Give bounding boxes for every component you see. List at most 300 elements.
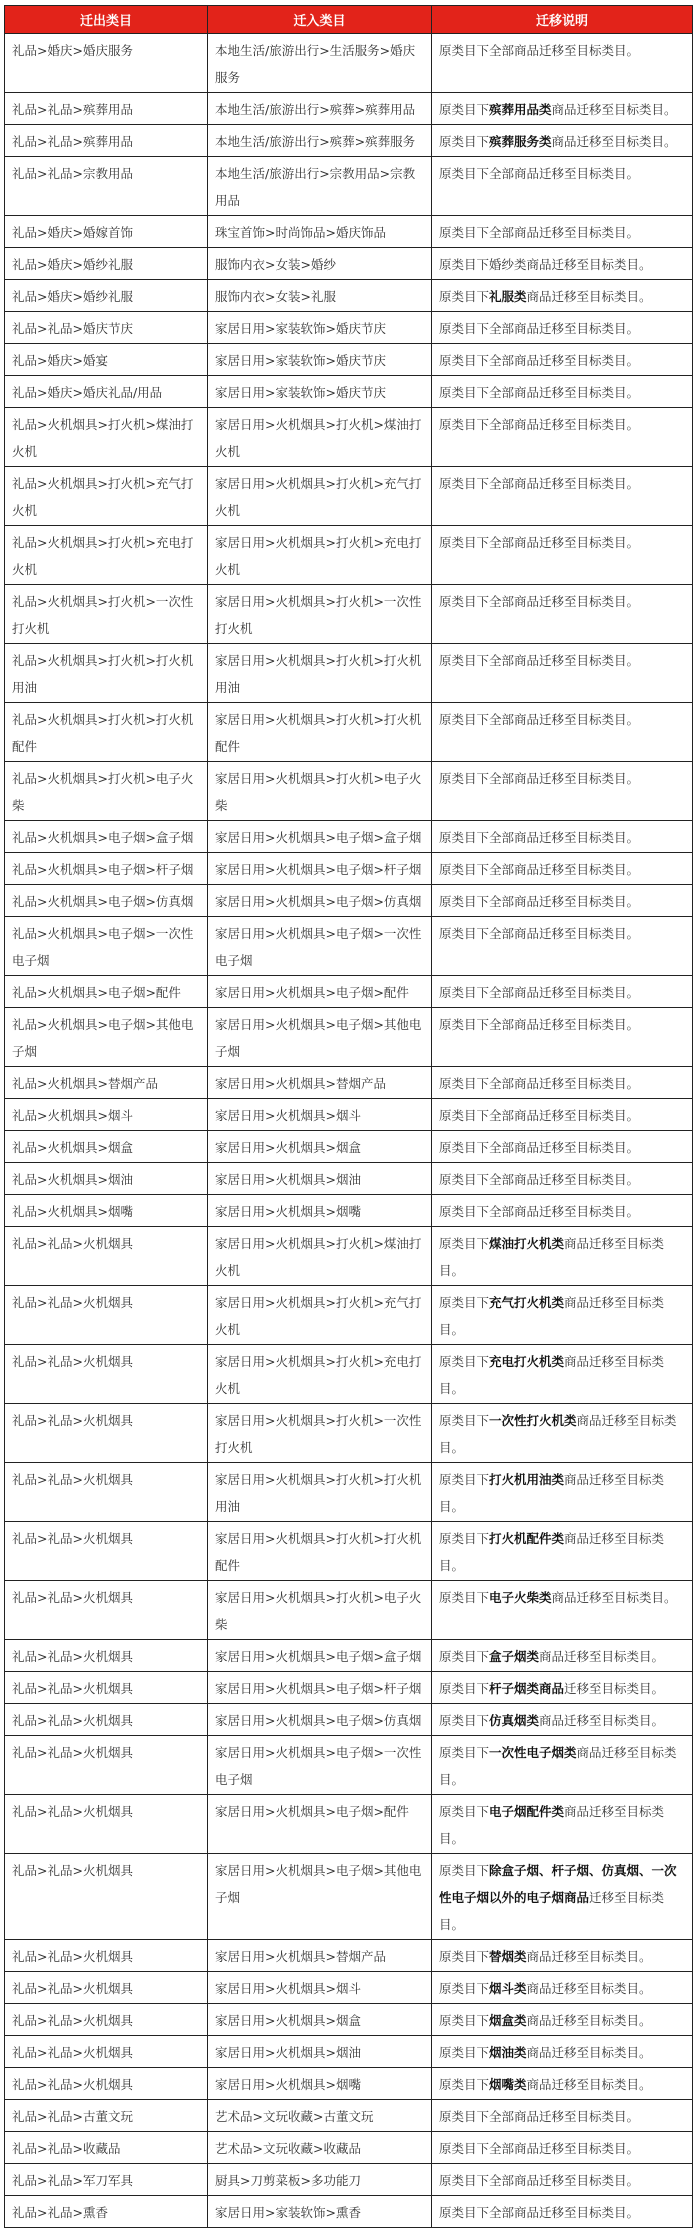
table-row xyxy=(5,1640,693,1672)
table-row xyxy=(5,125,693,157)
migration-note-cell xyxy=(432,2164,693,2196)
table-row xyxy=(5,885,693,917)
note-suffix: 全部商品迁移至目标类目。 xyxy=(489,321,640,336)
source-category-cell: 礼品>婚庆>婚纱礼服 xyxy=(5,248,208,280)
source-category-cell: 礼品>婚庆>婚纱礼服 xyxy=(5,280,208,312)
note-suffix: 商品迁移至目标类目。 xyxy=(439,1472,665,1514)
migration-note-cell xyxy=(432,467,693,526)
table-row xyxy=(5,1345,693,1404)
note-prefix: 原类目下 xyxy=(439,1413,490,1428)
migration-note-cell xyxy=(432,34,693,93)
note-prefix: 原类目下 xyxy=(439,1949,490,1964)
target-category-cell: 珠宝首饰>时尚饰品>婚庆饰品 xyxy=(208,216,432,248)
migration-note-cell xyxy=(432,344,693,376)
source-category-cell: 礼品>婚庆>婚庆服务 xyxy=(5,34,208,93)
migration-note-cell xyxy=(432,1404,693,1463)
table-row xyxy=(5,1163,693,1195)
note-prefix: 原类目下 xyxy=(439,1649,490,1664)
target-category-cell: 家居日用>火机烟具>烟斗 xyxy=(208,1099,432,1131)
table-row xyxy=(5,248,693,280)
target-category-cell: 家居日用>火机烟具>电子烟>仿真烟 xyxy=(208,885,432,917)
source-category-cell: 礼品>火机烟具>烟斗 xyxy=(5,1099,208,1131)
note-highlight: 礼服类 xyxy=(489,289,527,304)
note-highlight: 充气打火机类 xyxy=(489,1295,565,1310)
migration-note-cell xyxy=(432,1940,693,1972)
note-suffix: 商品迁移至目标类目。 xyxy=(439,1531,665,1573)
source-category-cell: 礼品>礼品>火机烟具 xyxy=(5,1854,208,1940)
note-suffix: 全部商品迁移至目标类目。 xyxy=(489,2109,640,2124)
note-prefix: 原类目下 xyxy=(439,862,490,877)
source-category-cell: 礼品>火机烟具>电子烟>杆子烟 xyxy=(5,853,208,885)
note-prefix: 原类目下 xyxy=(439,771,490,786)
note-prefix: 原类目下 xyxy=(439,535,490,550)
note-suffix: 全部商品迁移至目标类目。 xyxy=(489,166,640,181)
note-suffix: 商品迁移至目标类目。 xyxy=(439,1745,677,1787)
migration-note-cell xyxy=(432,644,693,703)
note-suffix: 商品迁移至目标类目。 xyxy=(539,1649,665,1664)
source-category-cell: 礼品>婚庆>婚庆礼品/用品 xyxy=(5,376,208,408)
migration-note-cell xyxy=(432,93,693,125)
table-row xyxy=(5,376,693,408)
source-category-cell: 礼品>礼品>婚庆节庆 xyxy=(5,312,208,344)
note-prefix: 原类目下 xyxy=(439,1236,490,1251)
migration-note-cell xyxy=(432,2100,693,2132)
table-row xyxy=(5,1795,693,1854)
migration-note-cell xyxy=(432,1672,693,1704)
note-prefix: 原类目下 xyxy=(439,476,490,491)
note-prefix: 原类目下 xyxy=(439,1108,490,1123)
target-category-cell: 家居日用>火机烟具>打火机>充电打火机 xyxy=(208,1345,432,1404)
target-category-cell: 家居日用>火机烟具>电子烟>杆子烟 xyxy=(208,1672,432,1704)
note-prefix: 原类目下 xyxy=(439,1863,490,1878)
migration-note-cell xyxy=(432,853,693,885)
source-category-cell: 礼品>火机烟具>打火机>打火机配件 xyxy=(5,703,208,762)
migration-note-cell xyxy=(432,1345,693,1404)
note-prefix: 原类目下 xyxy=(439,830,490,845)
target-category-cell: 家居日用>家装软饰>婚庆节庆 xyxy=(208,344,432,376)
table-row xyxy=(5,1463,693,1522)
note-prefix: 原类目下 xyxy=(439,594,490,609)
note-prefix: 原类目下 xyxy=(439,225,490,240)
note-prefix: 原类目下 xyxy=(439,2173,490,2188)
migration-note-cell xyxy=(432,1795,693,1854)
target-category-cell: 服饰内衣>女装>礼服 xyxy=(208,280,432,312)
source-category-cell: 礼品>礼品>火机烟具 xyxy=(5,1345,208,1404)
table-row xyxy=(5,280,693,312)
table-row xyxy=(5,1940,693,1972)
note-suffix: 全部商品迁移至目标类目。 xyxy=(489,985,640,1000)
note-highlight: 殡葬用品类 xyxy=(489,102,552,117)
source-category-cell: 礼品>火机烟具>打火机>煤油打火机 xyxy=(5,408,208,467)
table-row xyxy=(5,703,693,762)
target-category-cell: 家居日用>家装软饰>婚庆节庆 xyxy=(208,376,432,408)
source-category-cell: 礼品>火机烟具>打火机>打火机用油 xyxy=(5,644,208,703)
target-category-cell: 家居日用>火机烟具>打火机>打火机配件 xyxy=(208,1522,432,1581)
source-category-cell: 礼品>礼品>火机烟具 xyxy=(5,1795,208,1854)
migration-note-cell xyxy=(432,248,693,280)
note-prefix: 原类目下 xyxy=(439,321,490,336)
migration-note-cell xyxy=(432,762,693,821)
note-highlight: 打火机用油类 xyxy=(489,1472,565,1487)
note-prefix: 原类目下 xyxy=(439,1681,490,1696)
source-category-cell: 礼品>礼品>火机烟具 xyxy=(5,1972,208,2004)
migration-note-cell xyxy=(432,1463,693,1522)
migration-note-cell xyxy=(432,976,693,1008)
target-category-cell: 家居日用>火机烟具>电子烟>仿真烟 xyxy=(208,1704,432,1736)
target-category-cell: 家居日用>火机烟具>电子烟>一次性电子烟 xyxy=(208,917,432,976)
source-category-cell: 礼品>礼品>火机烟具 xyxy=(5,1940,208,1972)
note-suffix: 全部商品迁移至目标类目。 xyxy=(489,225,640,240)
source-category-cell: 礼品>火机烟具>电子烟>盒子烟 xyxy=(5,821,208,853)
note-prefix: 原类目下 xyxy=(439,1745,490,1760)
note-prefix: 原类目下 xyxy=(439,385,490,400)
header-source-category: 迁出类目 xyxy=(5,6,208,34)
note-suffix: 全部商品迁移至目标类目。 xyxy=(489,894,640,909)
note-suffix: 全部商品迁移至目标类目。 xyxy=(489,1108,640,1123)
target-category-cell: 家居日用>火机烟具>电子烟>杆子烟 xyxy=(208,853,432,885)
migration-note-cell xyxy=(432,1131,693,1163)
note-suffix: 全部商品迁移至目标类目。 xyxy=(489,476,640,491)
source-category-cell: 礼品>礼品>火机烟具 xyxy=(5,1404,208,1463)
note-suffix: 商品迁移至目标类目。 xyxy=(439,1804,665,1846)
note-prefix: 原类目下 xyxy=(439,417,490,432)
migration-note-cell xyxy=(432,1854,693,1940)
target-category-cell: 家居日用>火机烟具>打火机>一次性打火机 xyxy=(208,1404,432,1463)
note-highlight: 打火机配件类 xyxy=(489,1531,565,1546)
target-category-cell: 家居日用>火机烟具>电子烟>盒子烟 xyxy=(208,1640,432,1672)
source-category-cell: 礼品>火机烟具>电子烟>配件 xyxy=(5,976,208,1008)
source-category-cell: 礼品>礼品>殡葬用品 xyxy=(5,125,208,157)
table-row xyxy=(5,2164,693,2196)
note-suffix: 全部商品迁移至目标类目。 xyxy=(489,830,640,845)
target-category-cell: 家居日用>火机烟具>电子烟>配件 xyxy=(208,976,432,1008)
source-category-cell: 礼品>礼品>殡葬用品 xyxy=(5,93,208,125)
note-suffix: 全部商品迁移至目标类目。 xyxy=(489,594,640,609)
table-row xyxy=(5,917,693,976)
target-category-cell: 家居日用>火机烟具>打火机>煤油打火机 xyxy=(208,1227,432,1286)
table-row xyxy=(5,1067,693,1099)
table-row xyxy=(5,762,693,821)
target-category-cell: 家居日用>火机烟具>打火机>充电打火机 xyxy=(208,526,432,585)
note-prefix: 原类目下 xyxy=(439,166,490,181)
note-suffix: 全部商品迁移至目标类目。 xyxy=(489,43,640,58)
target-category-cell: 家居日用>火机烟具>替烟产品 xyxy=(208,1940,432,1972)
note-suffix: 全部商品迁移至目标类目。 xyxy=(489,1076,640,1091)
source-category-cell: 礼品>婚庆>婚宴 xyxy=(5,344,208,376)
source-category-cell: 礼品>礼品>火机烟具 xyxy=(5,2004,208,2036)
migration-note-cell xyxy=(432,1704,693,1736)
migration-note-cell xyxy=(432,1286,693,1345)
note-prefix: 原类目下 xyxy=(439,1713,490,1728)
table-row xyxy=(5,2068,693,2100)
note-prefix: 原类目下 xyxy=(439,2013,490,2028)
note-prefix: 原类目下 xyxy=(439,926,490,941)
source-category-cell: 礼品>婚庆>婚嫁首饰 xyxy=(5,216,208,248)
note-prefix: 原类目下 xyxy=(439,1295,490,1310)
note-highlight: 电子烟配件类 xyxy=(489,1804,565,1819)
note-prefix: 原类目下 xyxy=(439,1076,490,1091)
target-category-cell: 家居日用>火机烟具>打火机>充气打火机 xyxy=(208,1286,432,1345)
target-category-cell: 家居日用>火机烟具>电子烟>其他电子烟 xyxy=(208,1854,432,1940)
note-suffix: 全部商品迁移至目标类目。 xyxy=(489,2205,640,2220)
migration-note-cell xyxy=(432,1972,693,2004)
target-category-cell: 家居日用>火机烟具>打火机>打火机用油 xyxy=(208,644,432,703)
target-category-cell: 家居日用>火机烟具>烟油 xyxy=(208,1163,432,1195)
note-suffix: 商品迁移至目标类目。 xyxy=(526,2077,652,2092)
header-migration-note: 迁移说明 xyxy=(432,6,693,34)
table-row xyxy=(5,1972,693,2004)
target-category-cell: 家居日用>火机烟具>替烟产品 xyxy=(208,1067,432,1099)
note-prefix: 原类目下 xyxy=(439,2205,490,2220)
table-row xyxy=(5,2100,693,2132)
target-category-cell: 本地生活/旅游出行>殡葬>殡葬用品 xyxy=(208,93,432,125)
migration-note-cell xyxy=(432,1736,693,1795)
target-category-cell: 服饰内衣>女装>婚纱 xyxy=(208,248,432,280)
target-category-cell: 家居日用>火机烟具>打火机>打火机配件 xyxy=(208,703,432,762)
target-category-cell: 艺术品>文玩收藏>古董文玩 xyxy=(208,2100,432,2132)
migration-note-cell xyxy=(432,2196,693,2228)
source-category-cell: 礼品>礼品>火机烟具 xyxy=(5,1581,208,1640)
table-row xyxy=(5,1286,693,1345)
source-category-cell: 礼品>礼品>火机烟具 xyxy=(5,2068,208,2100)
target-category-cell: 家居日用>火机烟具>电子烟>一次性电子烟 xyxy=(208,1736,432,1795)
source-category-cell: 礼品>礼品>火机烟具 xyxy=(5,1463,208,1522)
note-prefix: 原类目下 xyxy=(439,2045,490,2060)
migration-note-cell xyxy=(432,1581,693,1640)
note-suffix: 商品迁移至目标类目。 xyxy=(439,1354,665,1396)
source-category-cell: 礼品>礼品>火机烟具 xyxy=(5,1736,208,1795)
note-suffix: 商品迁移至目标类目。 xyxy=(526,1981,652,1996)
migration-note-cell xyxy=(432,2004,693,2036)
note-prefix: 原类目下 xyxy=(439,2141,490,2156)
note-suffix: 全部商品迁移至目标类目。 xyxy=(489,1017,640,1032)
table-row xyxy=(5,1008,693,1067)
table-row xyxy=(5,1736,693,1795)
note-suffix: 全部商品迁移至目标类目。 xyxy=(489,1172,640,1187)
note-prefix: 原类目下 xyxy=(439,1804,490,1819)
target-category-cell: 家居日用>火机烟具>打火机>打火机用油 xyxy=(208,1463,432,1522)
note-suffix: 全部商品迁移至目标类目。 xyxy=(489,1204,640,1219)
migration-note-cell xyxy=(432,2132,693,2164)
note-suffix: 全部商品迁移至目标类目。 xyxy=(489,535,640,550)
target-category-cell: 家居日用>火机烟具>打火机>电子火柴 xyxy=(208,1581,432,1640)
table-row xyxy=(5,1404,693,1463)
migration-note-cell xyxy=(432,157,693,216)
note-prefix: 原类目下 xyxy=(439,653,490,668)
source-category-cell: 礼品>礼品>火机烟具 xyxy=(5,1286,208,1345)
table-row xyxy=(5,2196,693,2228)
source-category-cell: 礼品>礼品>古董文玩 xyxy=(5,2100,208,2132)
migration-note-cell xyxy=(432,1067,693,1099)
migration-note-cell xyxy=(432,312,693,344)
table-row xyxy=(5,93,693,125)
table-row xyxy=(5,312,693,344)
table-row xyxy=(5,216,693,248)
table-row xyxy=(5,2132,693,2164)
source-category-cell: 礼品>火机烟具>烟油 xyxy=(5,1163,208,1195)
note-highlight: 盒子烟类 xyxy=(489,1649,540,1664)
target-category-cell: 本地生活/旅游出行>宗教用品>宗教用品 xyxy=(208,157,432,216)
table-row xyxy=(5,2004,693,2036)
target-category-cell: 家居日用>火机烟具>烟盒 xyxy=(208,2004,432,2036)
note-suffix: 商品迁移至目标类目。 xyxy=(526,289,652,304)
target-category-cell: 家居日用>火机烟具>电子烟>其他电子烟 xyxy=(208,1008,432,1067)
note-prefix: 原类目下 xyxy=(439,894,490,909)
note-prefix: 原类目下 xyxy=(439,102,490,117)
target-category-cell: 家居日用>火机烟具>烟油 xyxy=(208,2036,432,2068)
note-suffix: 商品迁移至目标类目。 xyxy=(526,1949,652,1964)
note-highlight: 殡葬服务类 xyxy=(489,134,552,149)
migration-note-cell xyxy=(432,125,693,157)
header-target-category: 迁入类目 xyxy=(208,6,432,34)
category-migration-table xyxy=(4,5,693,2228)
table-row xyxy=(5,2036,693,2068)
source-category-cell: 礼品>火机烟具>烟嘴 xyxy=(5,1195,208,1227)
note-suffix: 全部商品迁移至目标类目。 xyxy=(489,653,640,668)
source-category-cell: 礼品>礼品>火机烟具 xyxy=(5,1640,208,1672)
source-category-cell: 礼品>火机烟具>打火机>电子火柴 xyxy=(5,762,208,821)
target-category-cell: 家居日用>火机烟具>打火机>充气打火机 xyxy=(208,467,432,526)
table-row xyxy=(5,585,693,644)
source-category-cell: 礼品>火机烟具>电子烟>仿真烟 xyxy=(5,885,208,917)
note-suffix: 全部商品迁移至目标类目。 xyxy=(489,2173,640,2188)
note-suffix: 全部商品迁移至目标类目。 xyxy=(489,385,640,400)
note-suffix: 商品迁移至目标类目。 xyxy=(439,1236,665,1278)
migration-note-cell xyxy=(432,2036,693,2068)
note-suffix: 迁移至目标类目。 xyxy=(564,1681,665,1696)
note-prefix: 原类目下 xyxy=(439,985,490,1000)
source-category-cell: 礼品>礼品>火机烟具 xyxy=(5,2036,208,2068)
migration-note-cell xyxy=(432,917,693,976)
target-category-cell: 本地生活/旅游出行>殡葬>殡葬服务 xyxy=(208,125,432,157)
note-prefix: 原类目下 xyxy=(439,1354,490,1369)
source-category-cell: 礼品>礼品>火机烟具 xyxy=(5,1704,208,1736)
note-prefix: 原类目下 xyxy=(439,2109,490,2124)
source-category-cell: 礼品>火机烟具>烟盒 xyxy=(5,1131,208,1163)
target-category-cell: 家居日用>火机烟具>烟斗 xyxy=(208,1972,432,2004)
table-row xyxy=(5,1195,693,1227)
table-row xyxy=(5,1854,693,1940)
source-category-cell: 礼品>礼品>军刀军具 xyxy=(5,2164,208,2196)
note-suffix: 商品迁移至目标类目。 xyxy=(439,1413,677,1455)
source-category-cell: 礼品>礼品>火机烟具 xyxy=(5,1672,208,1704)
target-category-cell: 家居日用>火机烟具>打火机>电子火柴 xyxy=(208,762,432,821)
target-category-cell: 家居日用>火机烟具>烟嘴 xyxy=(208,1195,432,1227)
migration-note-cell xyxy=(432,1640,693,1672)
note-suffix: 全部商品迁移至目标类目。 xyxy=(489,771,640,786)
target-category-cell: 家居日用>火机烟具>电子烟>盒子烟 xyxy=(208,821,432,853)
migration-note-cell xyxy=(432,408,693,467)
note-highlight: 烟盒类 xyxy=(489,2013,527,2028)
note-prefix: 原类目下 xyxy=(439,1531,490,1546)
source-category-cell: 礼品>火机烟具>替烟产品 xyxy=(5,1067,208,1099)
table-row xyxy=(5,408,693,467)
note-prefix: 原类目下 xyxy=(439,1472,490,1487)
migration-note-cell xyxy=(432,1163,693,1195)
note-suffix: 商品迁移至目标类目。 xyxy=(439,1295,665,1337)
note-highlight: 替烟类 xyxy=(489,1949,527,1964)
target-category-cell: 家居日用>家装软饰>熏香 xyxy=(208,2196,432,2228)
source-category-cell: 礼品>礼品>熏香 xyxy=(5,2196,208,2228)
migration-note-cell xyxy=(432,703,693,762)
migration-note-cell xyxy=(432,216,693,248)
target-category-cell: 家居日用>火机烟具>打火机>煤油打火机 xyxy=(208,408,432,467)
note-suffix: 全部商品迁移至目标类目。 xyxy=(489,353,640,368)
source-category-cell: 礼品>礼品>宗教用品 xyxy=(5,157,208,216)
note-prefix: 原类目下 xyxy=(439,1172,490,1187)
migration-note-cell xyxy=(432,1195,693,1227)
note-suffix: 商品迁移至目标类目。 xyxy=(551,1590,677,1605)
table-row xyxy=(5,1672,693,1704)
note-suffix: 全部商品迁移至目标类目。 xyxy=(489,712,640,727)
note-suffix: 全部商品迁移至目标类目。 xyxy=(489,1140,640,1155)
note-highlight: 一次性打火机类 xyxy=(489,1413,577,1428)
note-suffix: 全部商品迁移至目标类目。 xyxy=(489,926,640,941)
migration-note-cell xyxy=(432,526,693,585)
table-row xyxy=(5,467,693,526)
note-suffix: 商品迁移至目标类目。 xyxy=(551,102,677,117)
target-category-cell: 厨具>刀剪菜板>多功能刀 xyxy=(208,2164,432,2196)
note-prefix: 原类目下 xyxy=(439,1981,490,1996)
note-prefix: 原类目下 xyxy=(439,257,490,272)
migration-note-cell xyxy=(432,1099,693,1131)
table-row xyxy=(5,344,693,376)
table-row xyxy=(5,157,693,216)
migration-note-cell xyxy=(432,280,693,312)
note-prefix: 原类目下 xyxy=(439,1204,490,1219)
note-highlight: 煤油打火机类 xyxy=(489,1236,565,1251)
migration-note-cell xyxy=(432,376,693,408)
source-category-cell: 礼品>火机烟具>电子烟>一次性电子烟 xyxy=(5,917,208,976)
note-highlight: 杆子烟类商品 xyxy=(489,1681,565,1696)
note-prefix: 原类目下 xyxy=(439,1017,490,1032)
table-row xyxy=(5,526,693,585)
note-suffix: 商品迁移至目标类目。 xyxy=(526,2045,652,2060)
note-prefix: 原类目下 xyxy=(439,134,490,149)
target-category-cell: 本地生活/旅游出行>生活服务>婚庆服务 xyxy=(208,34,432,93)
table-row xyxy=(5,1099,693,1131)
migration-note-cell xyxy=(432,821,693,853)
target-category-cell: 家居日用>火机烟具>电子烟>配件 xyxy=(208,1795,432,1854)
migration-note-cell xyxy=(432,1008,693,1067)
note-highlight: 仿真烟类 xyxy=(489,1713,540,1728)
note-suffix: 商品迁移至目标类目。 xyxy=(539,1713,665,1728)
note-suffix: 全部商品迁移至目标类目。 xyxy=(489,2141,640,2156)
target-category-cell: 家居日用>火机烟具>烟嘴 xyxy=(208,2068,432,2100)
table-row xyxy=(5,821,693,853)
note-suffix: 迁移至目标类目。 xyxy=(439,1890,665,1932)
target-category-cell: 家居日用>火机烟具>打火机>一次性打火机 xyxy=(208,585,432,644)
note-prefix: 原类目下 xyxy=(439,1140,490,1155)
note-suffix: 全部商品迁移至目标类目。 xyxy=(489,862,640,877)
target-category-cell: 艺术品>文玩收藏>收藏品 xyxy=(208,2132,432,2164)
table-row xyxy=(5,1131,693,1163)
target-category-cell: 家居日用>火机烟具>烟盒 xyxy=(208,1131,432,1163)
source-category-cell: 礼品>火机烟具>电子烟>其他电子烟 xyxy=(5,1008,208,1067)
source-category-cell: 礼品>火机烟具>打火机>一次性打火机 xyxy=(5,585,208,644)
note-suffix: 婚纱类商品迁移至目标类目。 xyxy=(489,257,652,272)
note-highlight: 充电打火机类 xyxy=(489,1354,565,1369)
table-row xyxy=(5,853,693,885)
note-suffix: 商品迁移至目标类目。 xyxy=(526,2013,652,2028)
table-row xyxy=(5,1704,693,1736)
note-suffix: 商品迁移至目标类目。 xyxy=(551,134,677,149)
note-prefix: 原类目下 xyxy=(439,712,490,727)
note-highlight: 电子火柴类 xyxy=(489,1590,552,1605)
note-highlight: 除盒子烟、杆子烟、仿真烟、一次性电子烟以外的电子烟商品 xyxy=(439,1863,677,1905)
note-highlight: 烟斗类 xyxy=(489,1981,527,1996)
source-category-cell: 礼品>礼品>收藏品 xyxy=(5,2132,208,2164)
